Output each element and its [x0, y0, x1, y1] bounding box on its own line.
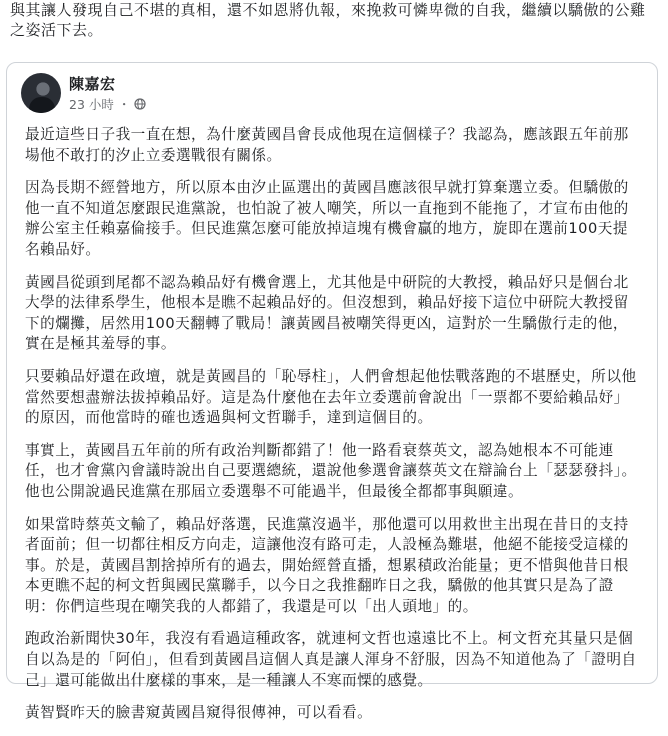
- post-paragraph: 如果當時蔡英文輸了，賴品妤落選，民進黨沒過半，那他還可以用救世主出現在昔日的支持者面前；但一切都往相反方向走，這讓他沒有路可走，人設極為難堪，他絕不能接受這樣的事。於是，黃國昌割捨掉所有的過去，開始經營直播，想累積政治能量；更不惜與他昔日根本更瞧不起的柯文哲與國民黨聯手，以今日之我推翻昨日之我，驕傲的他其實只是為了證明：你們這些現在嘲笑我的人都錯了，我還是可以「出人頭地」的。: [25, 515, 629, 615]
- post-body: [25, 125, 637, 736]
- post-header: [21, 73, 621, 123]
- meta-separator: ・: [117, 97, 131, 112]
- post-paragraph: 只要賴品妤還在政壇，就是黃國昌的「恥辱柱」，人們會想起他怯戰落跑的不堪歷史，所以他當然要想盡辦法拔掉賴品妤。這是為什麼他在去年立委選前會說出「一票都不要給賴品妤」的原因，而他當時的確也透過與柯文哲聯手，達到這個目的。: [25, 367, 637, 427]
- post-timestamp[interactable]: 23 小時: [69, 97, 114, 112]
- post-paragraph: 黃國昌從頭到尾都不認為賴品妤有機會選上，尤其他是中研院的大教授，賴品妤只是個台北大學的法律系學生，他根本是瞧不起賴品妤的。但沒想到，賴品妤接下這位中研院大教授留下的爛攤，居然用100天翻轉了戰局！讓黃國昌被嘲笑得更凶，這對於一生驕傲行走的他，實在是極其羞辱的事。: [25, 273, 629, 353]
- intro-text: 與其讓人發現自己不堪的真相，還不如恩將仇報，來挽救可憐卑微的自我，繼續以驕傲的公雞之姿活下去。: [10, 1, 646, 39]
- post-paragraph: 最近這些日子我一直在想，為什麼黃國昌會長成他現在這個樣子？我認為，應該跟五年前那場他不敢打的汐止立委選戰很有關係。: [25, 126, 629, 164]
- author-avatar[interactable]: [21, 73, 61, 113]
- globe-icon[interactable]: [134, 98, 146, 110]
- post-meta: [69, 95, 146, 113]
- post-paragraph: 因為長期不經營地方，所以原本由汐止區選出的黃國昌應該很早就打算棄選立委。但驕傲的他一直不知道怎麼跟民進黨說，也怕說了被人嘲笑，所以一直拖到不能拖了，才宣布由他的辦公室主任賴嘉倫接手。但民進黨怎麼可能放掉這塊有機會贏的地方，旋即在選前100天提名賴品妤。: [25, 179, 629, 258]
- post-paragraph: 黃智賢昨天的臉書窺黃國昌窺得很傳神，可以看看。: [25, 704, 373, 722]
- author-name[interactable]: 陳嘉宏: [69, 75, 116, 93]
- post-paragraph: 事實上，黃國昌五年前的所有政治判斷都錯了！他一路看衰蔡英文，認為她根本不可能連任，也才會黨內會議時說出自己要選總統，還說他參選會讓蔡英文在辯論台上「瑟瑟發抖」。他也公開說過民進黨在那屆立委選舉不可能過半，但最後全都都事與願違。: [25, 441, 637, 500]
- post-paragraph: 跑政治新聞快30年，我沒有看過這種政客，就連柯文哲也遠遠比不上。柯文哲充其量只是個自以為是的「阿伯」，但看到黃國昌這個人真是讓人渾身不舒服，因為不知道他為了「證明自己」還可能做出什麼樣的事來，是一種讓人不寒而慄的感覺。: [25, 630, 637, 689]
- facebook-post-card: [6, 62, 658, 722]
